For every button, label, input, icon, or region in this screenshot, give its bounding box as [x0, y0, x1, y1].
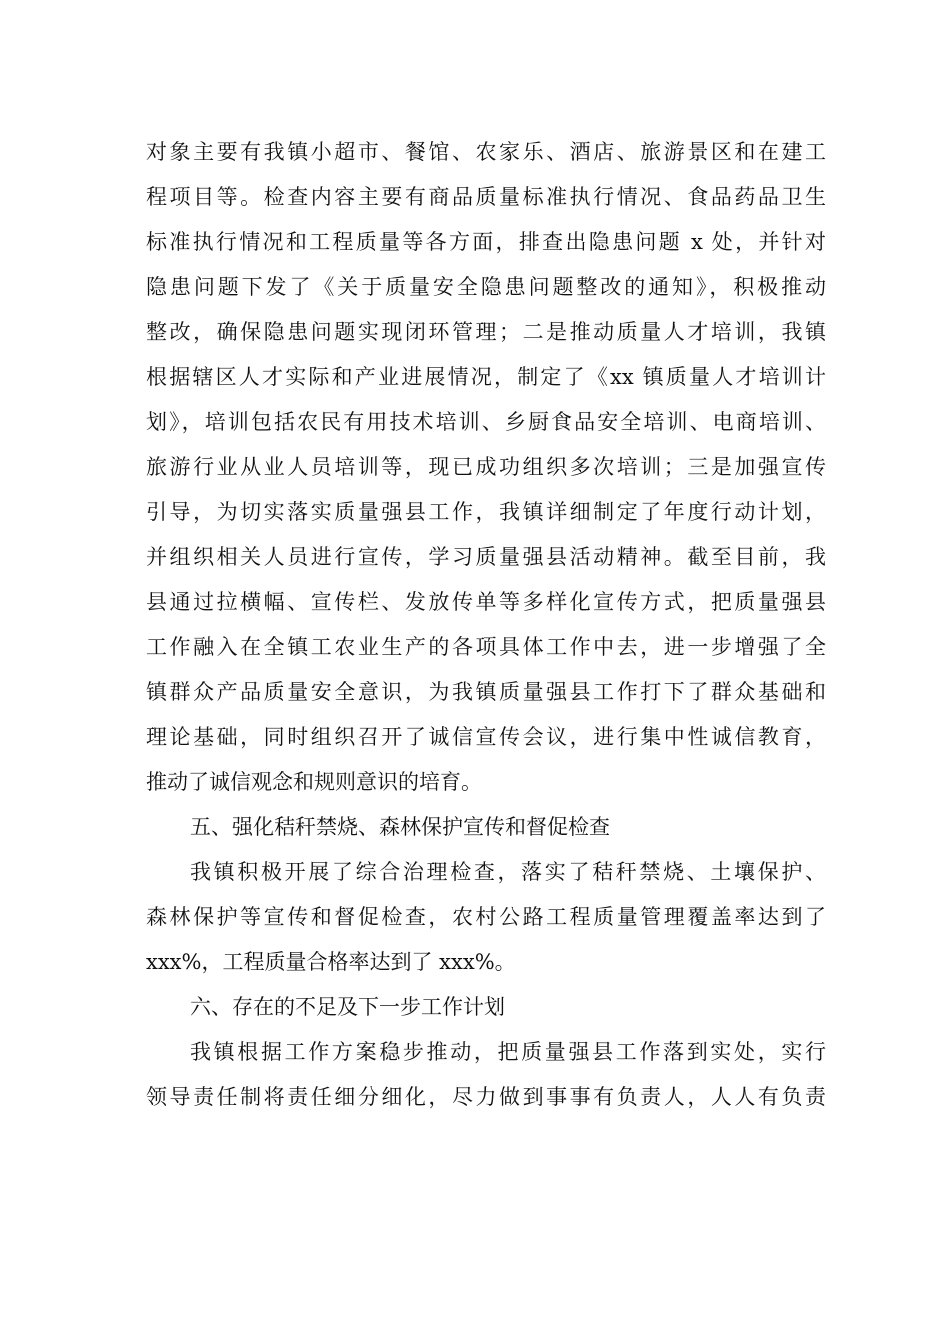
- text-line: 领导责任制将责任细分细化，尽力做到事事有负责人，人人有负责: [146, 1085, 826, 1109]
- text-line: 县通过拉横幅、宣传栏、发放传单等多样化宣传方式，把质量强县: [146, 590, 826, 614]
- text-line: 旅游行业从业人员培训等，现已成功组织多次培训；三是加强宣传: [146, 455, 826, 479]
- text-line: 标准执行情况和工程质量等各方面，排查出隐患问题 x 处，并针对: [146, 230, 826, 254]
- text-line: 镇群众产品质量安全意识，为我镇质量强县工作打下了群众基础和: [146, 680, 826, 704]
- text-line: 理论基础，同时组织召开了诚信宣传会议，进行集中性诚信教育，: [146, 725, 826, 749]
- text-line: 划》，培训包括农民有用技术培训、乡厨食品安全培训、电商培训、: [146, 410, 826, 434]
- text-line: 我镇积极开展了综合治理检查，落实了秸秆禁烧、土壤保护、: [190, 860, 826, 884]
- text-line: 对象主要有我镇小超市、餐馆、农家乐、酒店、旅游景区和在建工: [146, 140, 826, 164]
- text-line: 推动了诚信观念和规则意识的培育。: [146, 770, 482, 794]
- text-line: 整改，确保隐患问题实现闭环管理；二是推动质量人才培训，我镇: [146, 320, 826, 344]
- text-line: 程项目等。检查内容主要有商品质量标准执行情况、食品药品卫生: [146, 185, 826, 209]
- text-line: xxx%，工程质量合格率达到了 xxx%。: [146, 950, 516, 974]
- text-line: 引导，为切实落实质量强县工作，我镇详细制定了年度行动计划，: [146, 500, 826, 524]
- section-heading: 五、强化秸秆禁烧、森林保护宣传和督促检查: [190, 815, 610, 839]
- text-line: 我镇根据工作方案稳步推动，把质量强县工作落到实处，实行: [190, 1040, 826, 1064]
- text-line: 森林保护等宣传和督促检查，农村公路工程质量管理覆盖率达到了: [146, 905, 826, 929]
- text-line: 隐患问题下发了《关于质量安全隐患问题整改的通知》，积极推动: [146, 275, 826, 299]
- body-text: [146, 130, 826, 1120]
- text-line: 工作融入在全镇工农业生产的各项具体工作中去，进一步增强了全: [146, 635, 826, 659]
- text-line: 根据辖区人才实际和产业进展情况，制定了《xx 镇质量人才培训计: [146, 365, 826, 389]
- section-heading: 六、存在的不足及下一步工作计划: [190, 995, 505, 1019]
- text-line: 并组织相关人员进行宣传，学习质量强县活动精神。截至目前，我: [146, 545, 826, 569]
